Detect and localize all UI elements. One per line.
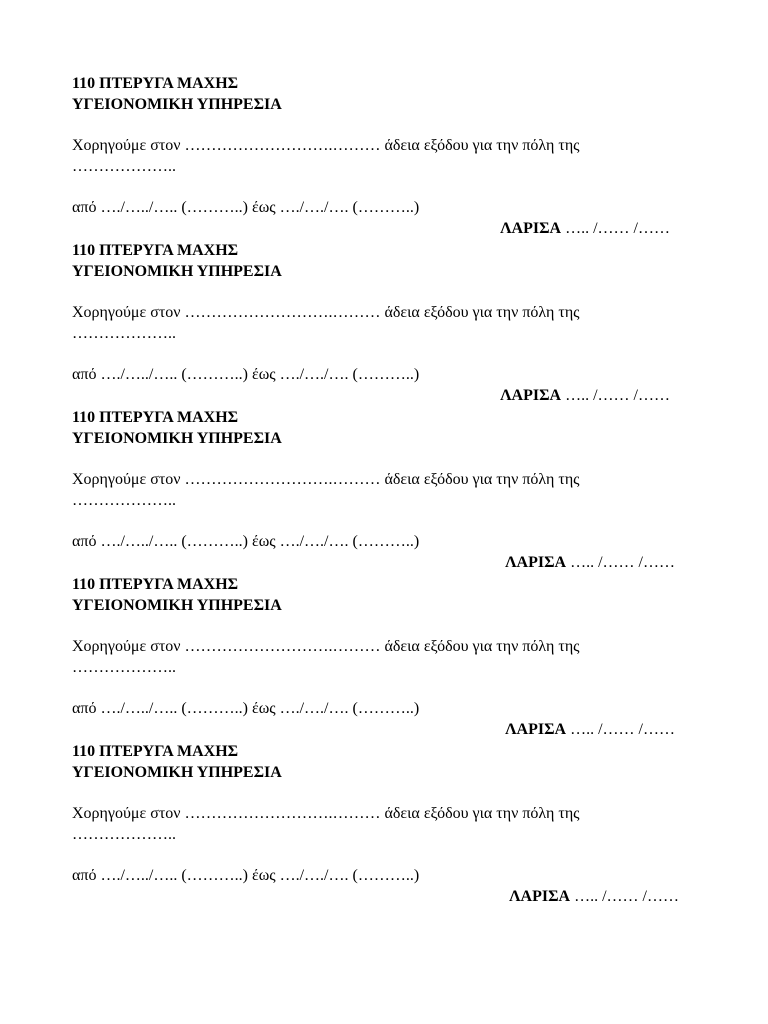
service-heading: ΥΓΕΙΟΝΟΜΙΚΗ ΥΠΗΡΕΣΙΑ (72, 430, 282, 447)
place-date-line (509, 887, 679, 907)
place-date-blank: ….. /…… /…… (566, 721, 675, 738)
grant-text: Χορηγούμε στον ……………………….……… άδεια εξόδου για την πόλη της (72, 638, 580, 655)
city-blank: ……………….. (72, 325, 176, 342)
place-name: ΛΑΡΙΣΑ (500, 387, 562, 404)
place-date-blank: ….. /…… /…… (561, 220, 670, 237)
place-name: ΛΑΡΙΣΑ (500, 220, 562, 237)
grant-text: Χορηγούμε στον ……………………….……… άδεια εξόδου για την πόλη της (72, 471, 580, 488)
service-heading: ΥΓΕΙΟΝΟΜΙΚΗ ΥΠΗΡΕΣΙΑ (72, 263, 282, 280)
place-name: ΛΑΡΙΣΑ (505, 721, 567, 738)
unit-heading: 110 ΠΤΕΡΥΓΑ ΜΑΧΗΣ (72, 409, 239, 426)
unit-heading: 110 ΠΤΕΡΥΓΑ ΜΑΧΗΣ (72, 75, 239, 92)
city-blank: ……………….. (72, 659, 176, 676)
city-blank: ……………….. (72, 158, 176, 175)
city-blank: ……………….. (72, 492, 176, 509)
leave-slip-3 (72, 408, 712, 575)
dates-text: από …./…../….. (………..) έως …./…./…. (………..) (72, 533, 420, 550)
dates-text: από …./…../….. (………..) έως …./…./…. (………..) (72, 366, 420, 383)
dates-text: από …./…../….. (………..) έως …./…./…. (………..) (72, 199, 420, 216)
city-blank: ……………….. (72, 826, 176, 843)
grant-text: Χορηγούμε στον ……………………….……… άδεια εξόδου για την πόλη της (72, 304, 580, 321)
dates-text: από …./…../….. (………..) έως …./…./…. (………..) (72, 867, 420, 884)
place-name: ΛΑΡΙΣΑ (505, 554, 567, 571)
place-date-line (500, 219, 670, 239)
place-date-line (500, 386, 670, 406)
place-date-blank: ….. /…… /…… (561, 387, 670, 404)
unit-heading: 110 ΠΤΕΡΥΓΑ ΜΑΧΗΣ (72, 242, 239, 259)
service-heading: ΥΓΕΙΟΝΟΜΙΚΗ ΥΠΗΡΕΣΙΑ (72, 764, 282, 781)
leave-slip-5 (72, 742, 712, 909)
place-date-blank: ….. /…… /…… (566, 554, 675, 571)
service-heading: ΥΓΕΙΟΝΟΜΙΚΗ ΥΠΗΡΕΣΙΑ (72, 597, 282, 614)
unit-heading: 110 ΠΤΕΡΥΓΑ ΜΑΧΗΣ (72, 576, 239, 593)
leave-slip-1 (72, 74, 712, 241)
place-name: ΛΑΡΙΣΑ (509, 888, 571, 905)
grant-text: Χορηγούμε στον ……………………….……… άδεια εξόδου για την πόλη της (72, 137, 580, 154)
unit-heading: 110 ΠΤΕΡΥΓΑ ΜΑΧΗΣ (72, 743, 239, 760)
service-heading: ΥΓΕΙΟΝΟΜΙΚΗ ΥΠΗΡΕΣΙΑ (72, 96, 282, 113)
place-date-blank: ….. /…… /…… (570, 888, 679, 905)
leave-slip-2 (72, 241, 712, 408)
grant-text: Χορηγούμε στον ……………………….……… άδεια εξόδου για την πόλη της (72, 805, 580, 822)
dates-text: από …./…../….. (………..) έως …./…./…. (………..) (72, 700, 420, 717)
place-date-line (505, 720, 675, 740)
leave-slip-4 (72, 575, 712, 742)
place-date-line (505, 553, 675, 573)
